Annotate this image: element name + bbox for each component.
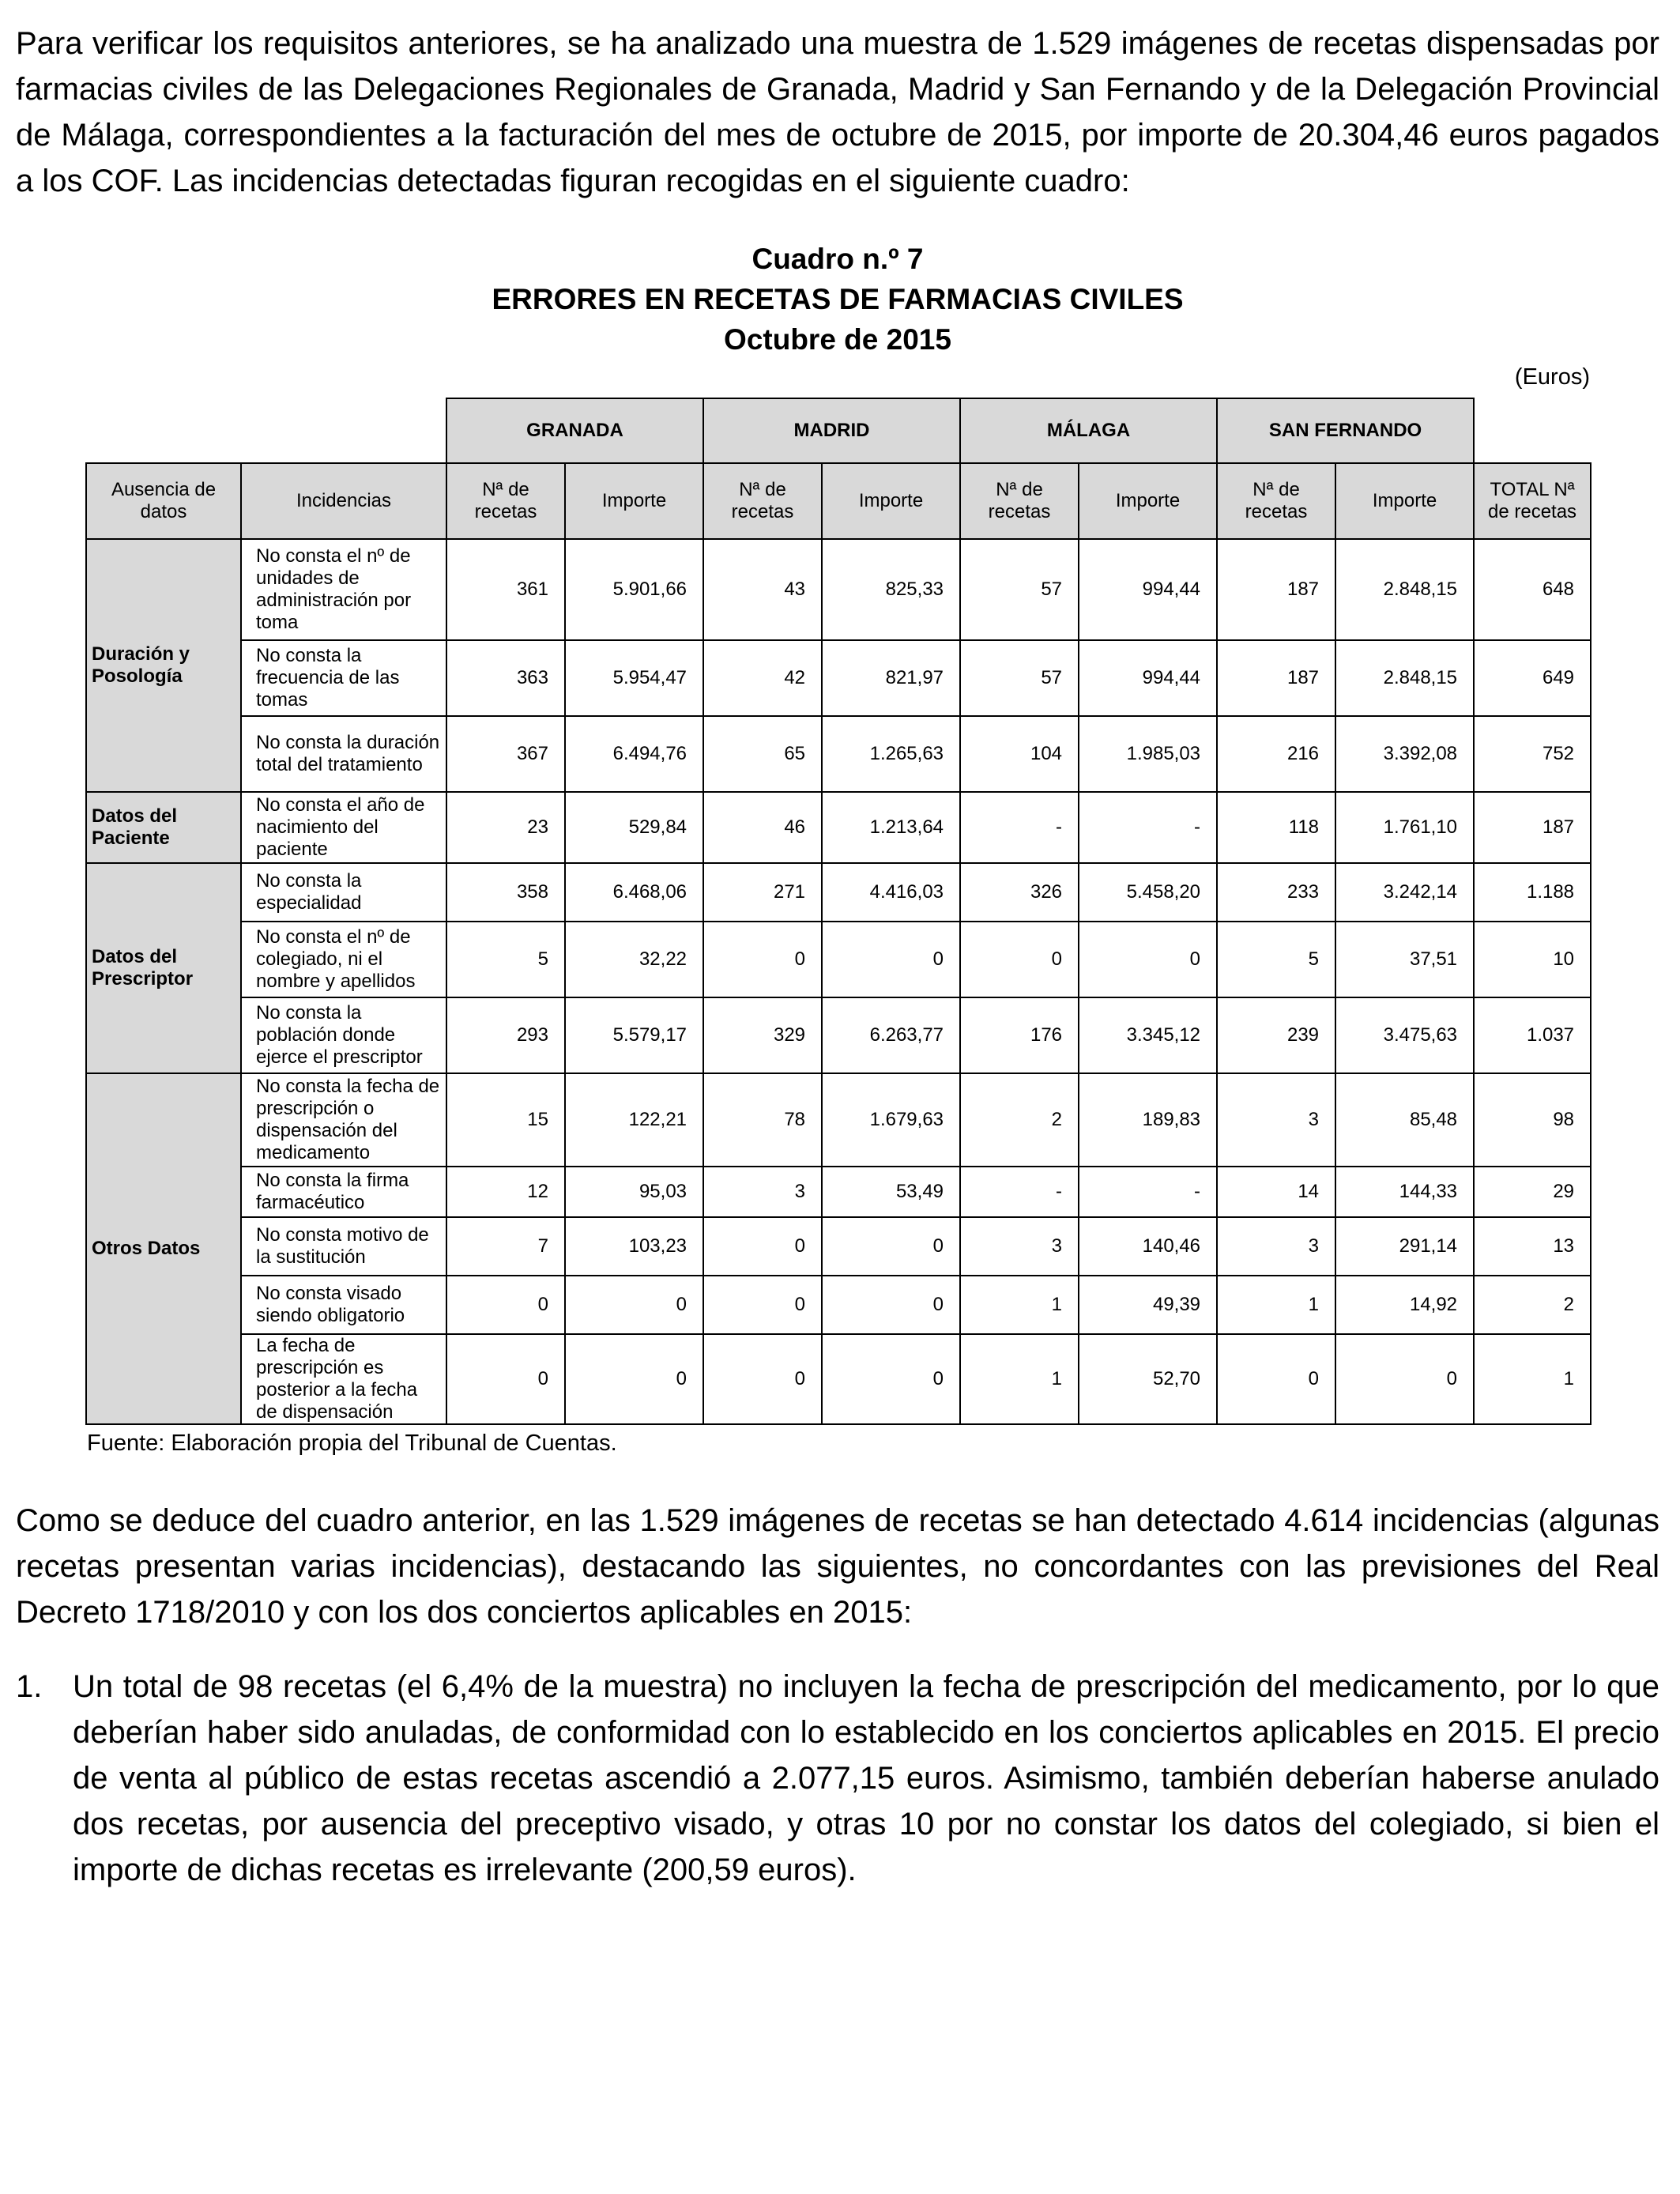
value-cell: 122,21 — [565, 1073, 703, 1167]
value-cell: 291,14 — [1335, 1217, 1474, 1276]
value-cell: 13 — [1474, 1217, 1591, 1276]
header-importe-madrid: Importe — [822, 463, 960, 539]
value-cell: 825,33 — [822, 539, 960, 640]
value-cell: 3 — [1217, 1073, 1335, 1167]
table-caption — [16, 239, 1659, 360]
value-cell: 326 — [960, 863, 1079, 922]
value-cell: 5.458,20 — [1079, 863, 1217, 922]
value-cell: 1.037 — [1474, 997, 1591, 1073]
incidence-label: No consta la población donde ejerce el prescriptor — [241, 997, 446, 1073]
value-cell: 46 — [703, 792, 822, 863]
list-item — [16, 1664, 1659, 1893]
incidence-label: No consta visado siendo obligatorio — [241, 1276, 446, 1334]
caption-number: Cuadro n.º 7 — [751, 243, 924, 275]
group-cell: Datos del Prescriptor — [86, 863, 241, 1073]
region-header-granada: GRANADA — [446, 398, 703, 463]
table-row — [86, 792, 1591, 863]
value-cell: 23 — [446, 792, 565, 863]
value-cell: 271 — [703, 863, 822, 922]
value-cell: 65 — [703, 716, 822, 792]
header-recetas-madrid: Nª de recetas — [703, 463, 822, 539]
value-cell: 98 — [1474, 1073, 1591, 1167]
header-importe-malaga: Importe — [1079, 463, 1217, 539]
header-incidencias: Incidencias — [241, 463, 446, 539]
value-cell: 0 — [1079, 922, 1217, 997]
value-cell: 0 — [565, 1276, 703, 1334]
value-cell: 144,33 — [1335, 1167, 1474, 1217]
value-cell: 85,48 — [1335, 1073, 1474, 1167]
value-cell: 1 — [960, 1334, 1079, 1424]
value-cell: 367 — [446, 716, 565, 792]
value-cell: 0 — [446, 1334, 565, 1424]
value-cell: 7 — [446, 1217, 565, 1276]
value-cell: 104 — [960, 716, 1079, 792]
value-cell: 187 — [1217, 539, 1335, 640]
value-cell: 752 — [1474, 716, 1591, 792]
table-source: Fuente: Elaboración propia del Tribunal de Cuentas. — [87, 1431, 617, 1456]
value-cell: 2 — [1474, 1276, 1591, 1334]
value-cell: 0 — [822, 1276, 960, 1334]
header-ausencia: Ausencia de datos — [86, 463, 241, 539]
value-cell: 1.213,64 — [822, 792, 960, 863]
table-row — [86, 1217, 1591, 1276]
errors-table — [85, 398, 1591, 1425]
region-header-madrid: MADRID — [703, 398, 960, 463]
value-cell: 2.848,15 — [1335, 640, 1474, 716]
table-row — [86, 716, 1591, 792]
value-cell: - — [1079, 792, 1217, 863]
value-cell: 43 — [703, 539, 822, 640]
list-item-number: 1. — [16, 1669, 43, 1704]
value-cell: 10 — [1474, 922, 1591, 997]
value-cell: 0 — [960, 922, 1079, 997]
table-row — [86, 922, 1591, 997]
value-cell: 57 — [960, 539, 1079, 640]
value-cell: 3.475,63 — [1335, 997, 1474, 1073]
value-cell: 187 — [1217, 640, 1335, 716]
incidence-label: No consta el año de nacimiento del paciente — [241, 792, 446, 863]
table-row — [86, 1167, 1591, 1217]
value-cell: 3.345,12 — [1079, 997, 1217, 1073]
value-cell: 103,23 — [565, 1217, 703, 1276]
value-cell: 216 — [1217, 716, 1335, 792]
value-cell: 52,70 — [1079, 1334, 1217, 1424]
value-cell: 1 — [1474, 1334, 1591, 1424]
table-row — [86, 1334, 1591, 1424]
incidence-label: No consta el nº de colegiado, ni el nombre y apellidos — [241, 922, 446, 997]
value-cell: 14 — [1217, 1167, 1335, 1217]
value-cell: 1.679,63 — [822, 1073, 960, 1167]
value-cell: 233 — [1217, 863, 1335, 922]
value-cell: 42 — [703, 640, 822, 716]
value-cell: 0 — [1217, 1334, 1335, 1424]
value-cell: 187 — [1474, 792, 1591, 863]
value-cell: 0 — [565, 1334, 703, 1424]
value-cell: 358 — [446, 863, 565, 922]
group-cell: Datos del Paciente — [86, 792, 241, 863]
value-cell: 29 — [1474, 1167, 1591, 1217]
value-cell: 1.761,10 — [1335, 792, 1474, 863]
value-cell: 0 — [703, 1334, 822, 1424]
value-cell: 6.468,06 — [565, 863, 703, 922]
value-cell: 0 — [703, 922, 822, 997]
table-row — [86, 997, 1591, 1073]
value-cell: - — [960, 1167, 1079, 1217]
value-cell: 140,46 — [1079, 1217, 1217, 1276]
value-cell: 361 — [446, 539, 565, 640]
value-cell: 3 — [960, 1217, 1079, 1276]
table-row — [86, 1073, 1591, 1167]
table-row — [86, 640, 1591, 716]
value-cell: - — [960, 792, 1079, 863]
header-recetas-san-fernando: Nª de recetas — [1217, 463, 1335, 539]
value-cell: - — [1079, 1167, 1217, 1217]
value-cell: 649 — [1474, 640, 1591, 716]
value-cell: 95,03 — [565, 1167, 703, 1217]
incidence-label: No consta la duración total del tratamiento — [241, 716, 446, 792]
value-cell: 3 — [1217, 1217, 1335, 1276]
value-cell: 648 — [1474, 539, 1591, 640]
value-cell: 0 — [1335, 1334, 1474, 1424]
incidence-label: La fecha de prescripción es posterior a la fecha de dispensación — [241, 1334, 446, 1424]
value-cell: 0 — [703, 1217, 822, 1276]
header-recetas-malaga: Nª de recetas — [960, 463, 1079, 539]
value-cell: 49,39 — [1079, 1276, 1217, 1334]
value-cell: 529,84 — [565, 792, 703, 863]
value-cell: 239 — [1217, 997, 1335, 1073]
value-cell: 176 — [960, 997, 1079, 1073]
value-cell: 5.901,66 — [565, 539, 703, 640]
value-cell: 363 — [446, 640, 565, 716]
incidence-label: No consta la firma farmacéutico — [241, 1167, 446, 1217]
table-row — [86, 863, 1591, 922]
second-paragraph: Como se deduce del cuadro anterior, en las 1.529 imágenes de recetas se han detectado 4.614 incidencias (algunas recetas presentan varias incidencias), destacando las siguientes, no concordantes con las previsiones del Real Decreto 1718/2010 y con los dos conciertos aplicables en 2015: — [16, 1503, 1659, 1630]
caption-title: ERRORES EN RECETAS DE FARMACIAS CIVILES — [492, 283, 1184, 315]
value-cell: 2 — [960, 1073, 1079, 1167]
value-cell: 4.416,03 — [822, 863, 960, 922]
value-cell: 5 — [1217, 922, 1335, 997]
table-row — [86, 1276, 1591, 1334]
intro-paragraph: Para verificar los requisitos anteriores, se ha analizado una muestra de 1.529 imágenes de recetas dispensadas por farmacias civiles de las Delegaciones Regionales de Granada, Madrid y San Fernando y de la Delegación Provincial de Málaga, correspondientes a la facturación del mes de octubre de 2015, por importe de 20.304,46 euros pagados a los COF. Las incidencias detectadas figuran recogidas en el siguiente cuadro: — [16, 26, 1659, 198]
value-cell: 32,22 — [565, 922, 703, 997]
value-cell: 1 — [960, 1276, 1079, 1334]
value-cell: 3.392,08 — [1335, 716, 1474, 792]
incidence-label: No consta el nº de unidades de administración por toma — [241, 539, 446, 640]
value-cell: 12 — [446, 1167, 565, 1217]
value-cell: 14,92 — [1335, 1276, 1474, 1334]
header-total: TOTAL Nª de recetas — [1474, 463, 1591, 539]
table-row — [86, 539, 1591, 640]
incidence-label: No consta la frecuencia de las tomas — [241, 640, 446, 716]
value-cell: 3.242,14 — [1335, 863, 1474, 922]
value-cell: 821,97 — [822, 640, 960, 716]
document-page — [16, 21, 1659, 1893]
value-cell: 15 — [446, 1073, 565, 1167]
value-cell: 37,51 — [1335, 922, 1474, 997]
value-cell: 0 — [703, 1276, 822, 1334]
value-cell: 189,83 — [1079, 1073, 1217, 1167]
value-cell: 53,49 — [822, 1167, 960, 1217]
caption-period: Octubre de 2015 — [724, 323, 951, 356]
group-cell: Otros Datos — [86, 1073, 241, 1424]
units-label: (Euros) — [1514, 364, 1590, 390]
value-cell: 0 — [446, 1276, 565, 1334]
incidence-label: No consta motivo de la sustitución — [241, 1217, 446, 1276]
value-cell: 6.263,77 — [822, 997, 960, 1073]
header-importe-san-fernando: Importe — [1335, 463, 1474, 539]
group-cell: Duración y Posología — [86, 539, 241, 792]
value-cell: 1.985,03 — [1079, 716, 1217, 792]
region-header-row — [86, 398, 1591, 463]
value-cell: 5.954,47 — [565, 640, 703, 716]
value-cell: 5.579,17 — [565, 997, 703, 1073]
value-cell: 994,44 — [1079, 640, 1217, 716]
value-cell: 293 — [446, 997, 565, 1073]
header-importe-granada: Importe — [565, 463, 703, 539]
value-cell: 0 — [822, 922, 960, 997]
column-header-row — [86, 463, 1591, 539]
value-cell: 118 — [1217, 792, 1335, 863]
header-recetas-granada: Nª de recetas — [446, 463, 565, 539]
value-cell: 0 — [822, 1217, 960, 1276]
region-header-san-fernando: SAN FERNANDO — [1217, 398, 1474, 463]
incidence-label: No consta la fecha de prescripción o dispensación del medicamento — [241, 1073, 446, 1167]
value-cell: 0 — [822, 1334, 960, 1424]
list-item-text: Un total de 98 recetas (el 6,4% de la muestra) no incluyen la fecha de prescripción del medicamento, por lo que deberían haber sido anuladas, de conformidad con lo establecido en los conciertos aplicables en 2015. El precio de venta al público de estas recetas ascendió a 2.077,15 euros. Asimismo, también deberían haberse anulado dos recetas, por ausencia del preceptivo visado, y otras 10 por no constar los datos del colegiado, si bien el importe de dichas recetas es irrelevante (200,59 euros). — [73, 1669, 1659, 1887]
value-cell: 994,44 — [1079, 539, 1217, 640]
region-header-malaga: MÁLAGA — [960, 398, 1217, 463]
value-cell: 329 — [703, 997, 822, 1073]
value-cell: 5 — [446, 922, 565, 997]
value-cell: 1.188 — [1474, 863, 1591, 922]
incidence-label: No consta la especialidad — [241, 863, 446, 922]
value-cell: 78 — [703, 1073, 822, 1167]
value-cell: 3 — [703, 1167, 822, 1217]
value-cell: 2.848,15 — [1335, 539, 1474, 640]
value-cell: 1 — [1217, 1276, 1335, 1334]
value-cell: 6.494,76 — [565, 716, 703, 792]
value-cell: 1.265,63 — [822, 716, 960, 792]
value-cell: 57 — [960, 640, 1079, 716]
